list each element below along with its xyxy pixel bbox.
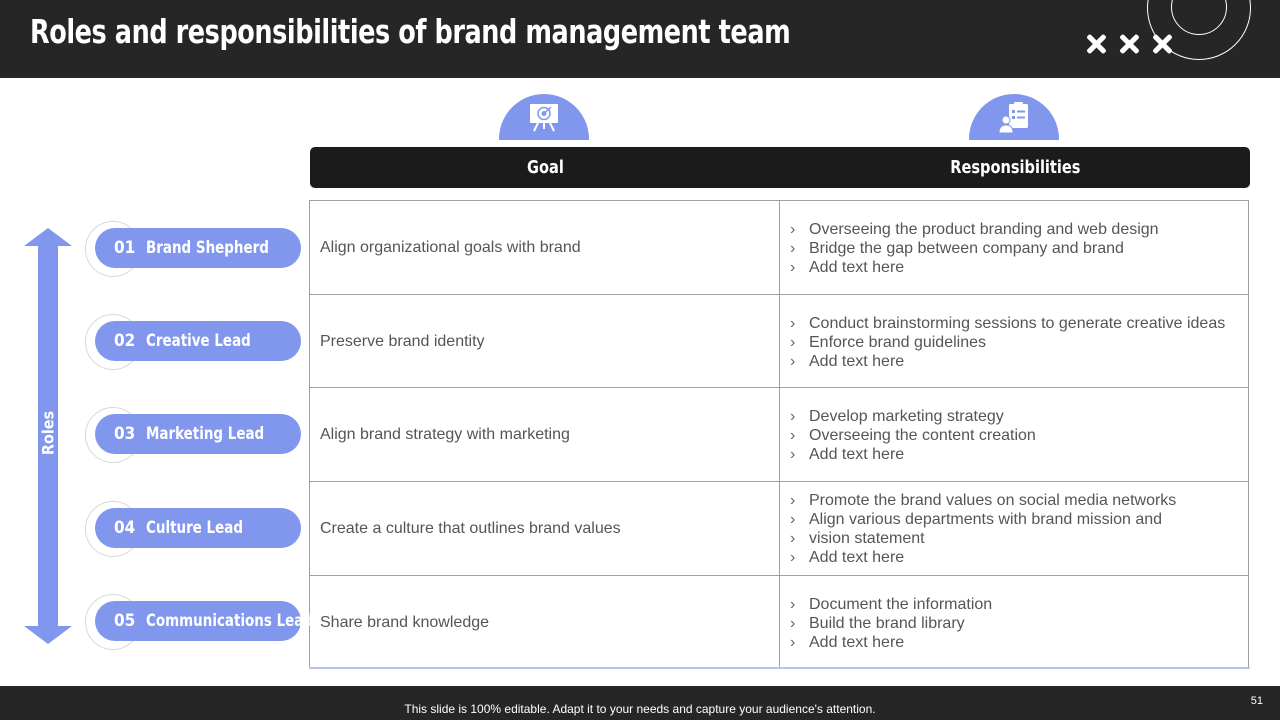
role-number: 01 bbox=[114, 238, 136, 258]
responsibility-item: › Add text here bbox=[790, 548, 1176, 567]
role-number: 04 bbox=[114, 518, 136, 538]
table-header bbox=[310, 147, 1250, 188]
table-bottom-accent bbox=[309, 667, 1250, 669]
goal-header-icon bbox=[499, 94, 589, 140]
roles-label: Roles bbox=[38, 410, 58, 456]
responsibilities-cell bbox=[790, 407, 1036, 464]
table-row bbox=[310, 201, 1248, 295]
x-mark-icon bbox=[1117, 32, 1141, 56]
role-pill bbox=[95, 321, 301, 361]
responsibility-item: › vision statement bbox=[790, 529, 1176, 548]
role-name: Brand Shepherd bbox=[146, 238, 269, 258]
table-row bbox=[310, 387, 1248, 482]
responsibilities-cell bbox=[790, 220, 1159, 277]
header-responsibilities: Responsibilities bbox=[949, 157, 1081, 178]
goal-cell: Create a culture that outlines brand values bbox=[320, 520, 621, 537]
responsibility-item: › Overseeing the product branding and web design bbox=[790, 220, 1159, 239]
responsibility-item: › Overseeing the content creation bbox=[790, 426, 1036, 445]
clipboard-person-icon bbox=[998, 102, 1030, 134]
role-name: Marketing Lead bbox=[146, 424, 265, 444]
table-row bbox=[310, 481, 1248, 576]
role-number: 03 bbox=[114, 424, 136, 444]
responsibility-item: › Promote the brand values on social media networks bbox=[790, 491, 1176, 510]
role-number: 02 bbox=[114, 331, 136, 351]
goal-cell: Preserve brand identity bbox=[320, 333, 485, 350]
presentation-board-icon bbox=[528, 102, 560, 132]
responsibility-item: › Document the information bbox=[790, 595, 992, 614]
responsibility-item: › Add text here bbox=[790, 258, 1159, 277]
slide-title: Roles and responsibilities of brand management team bbox=[30, 12, 791, 51]
role-pill bbox=[95, 414, 301, 454]
page-number: 51 bbox=[1250, 695, 1263, 707]
footer-bar bbox=[0, 686, 1280, 720]
goal-cell: Align organizational goals with brand bbox=[320, 239, 581, 256]
responsibility-item: › Conduct brainstorming sessions to generate creative ideas bbox=[790, 314, 1225, 333]
responsibility-item: › Enforce brand guidelines bbox=[790, 333, 1225, 352]
role-pill bbox=[95, 508, 301, 548]
header-goal: Goal bbox=[526, 157, 564, 178]
responsibility-item: › Bridge the gap between company and brand bbox=[790, 239, 1159, 258]
table-row bbox=[310, 294, 1248, 388]
responsibility-item: › Add text here bbox=[790, 352, 1225, 371]
role-pill bbox=[95, 601, 314, 641]
responsibilities-cell bbox=[790, 595, 992, 652]
goal-cell: Share brand knowledge bbox=[320, 614, 490, 631]
footer-text: This slide is 100% editable. Adapt it to your needs and capture your audience's attention. bbox=[404, 702, 876, 716]
responsibility-item: › Build the brand library bbox=[790, 614, 992, 633]
responsibilities-header-icon bbox=[969, 94, 1059, 140]
role-name: Creative Lead bbox=[146, 331, 251, 351]
role-name: Culture Lead bbox=[146, 518, 243, 538]
responsibilities-cell bbox=[790, 314, 1225, 371]
responsibilities-cell bbox=[790, 491, 1176, 567]
goal-cell: Align brand strategy with marketing bbox=[320, 426, 570, 443]
responsibility-item: › Add text here bbox=[790, 445, 1036, 464]
header-bar bbox=[0, 0, 1280, 78]
table-row bbox=[310, 575, 1248, 668]
responsibility-item: › Develop marketing strategy bbox=[790, 407, 1036, 426]
roles-table bbox=[309, 200, 1249, 668]
x-mark-icon bbox=[1084, 32, 1108, 56]
role-number: 05 bbox=[114, 611, 136, 631]
responsibility-item: › Align various departments with brand mission and bbox=[790, 510, 1176, 529]
role-pill bbox=[95, 228, 301, 268]
responsibility-item: › Add text here bbox=[790, 633, 992, 652]
role-name: Communications Lead bbox=[146, 611, 314, 631]
